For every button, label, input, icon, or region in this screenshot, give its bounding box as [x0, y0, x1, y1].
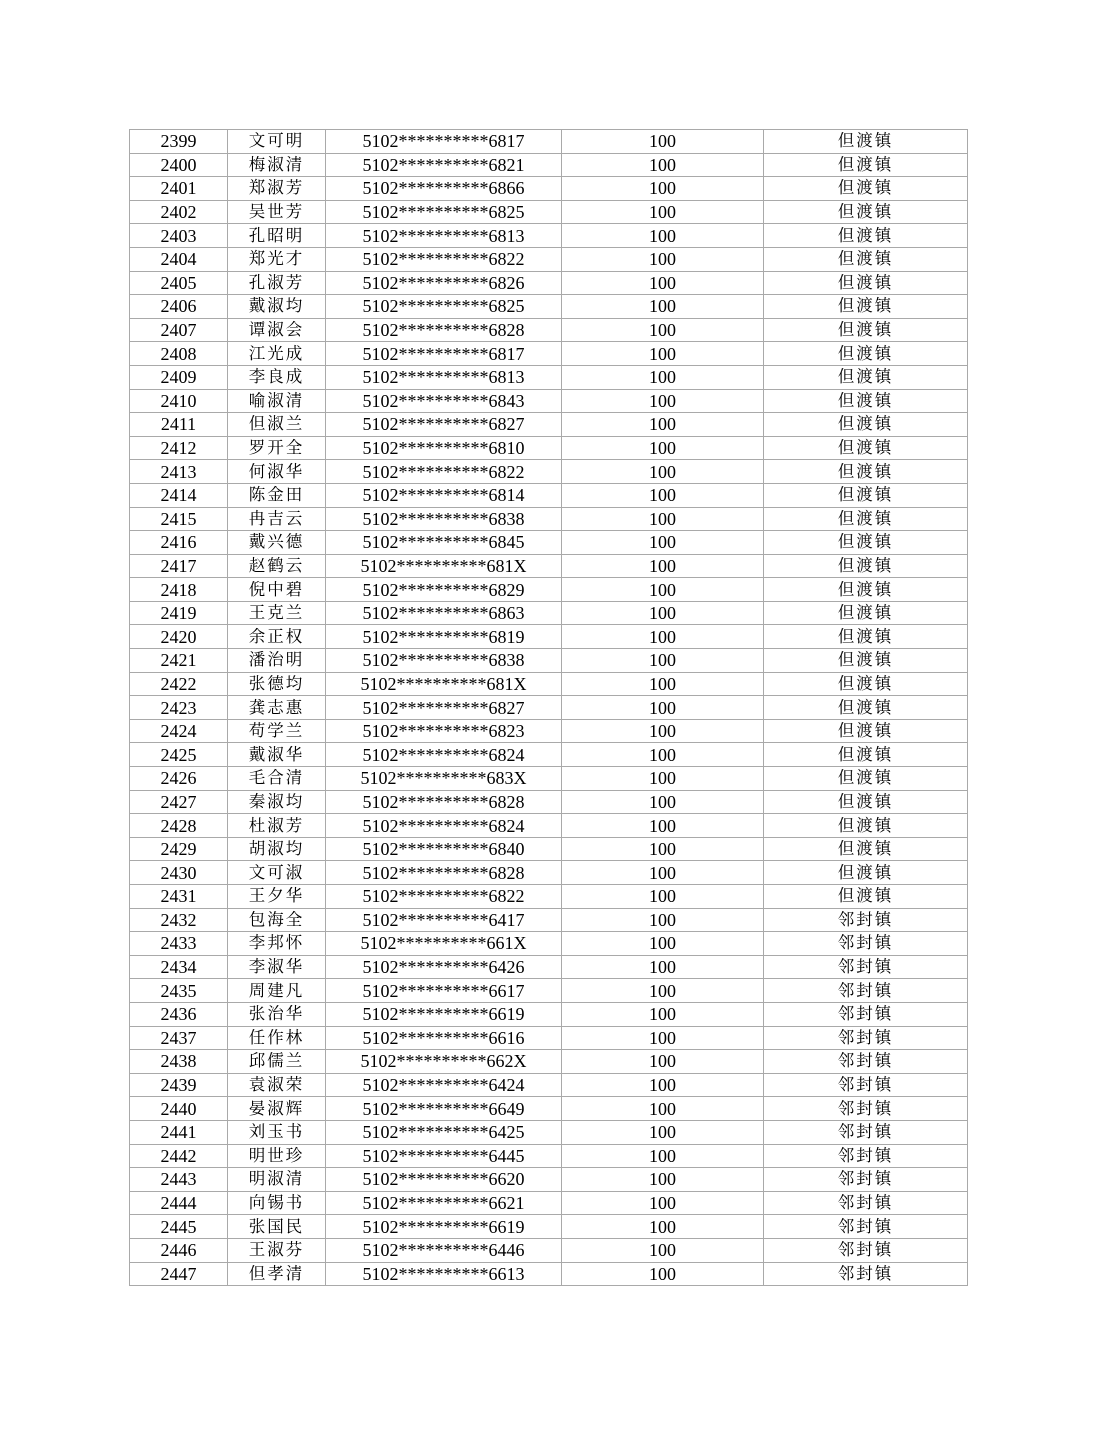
row-number-cell: 2399: [130, 130, 228, 154]
row-number-cell: 2445: [130, 1215, 228, 1239]
amount-cell: 100: [562, 955, 764, 979]
row-number-cell: 2410: [130, 389, 228, 413]
row-number-cell: 2422: [130, 672, 228, 696]
person-name-cell: 戴兴德: [228, 531, 326, 555]
row-number-cell: 2409: [130, 365, 228, 389]
person-name-cell: 潘治明: [228, 649, 326, 673]
table-row: [130, 247, 968, 271]
town-cell: 邻封镇: [764, 1191, 968, 1215]
person-name-cell: 梅淑清: [228, 153, 326, 177]
id-number-cell: 5102**********6827: [326, 413, 562, 437]
amount-cell: 100: [562, 861, 764, 885]
id-number-cell: 5102**********6821: [326, 153, 562, 177]
table-row: [130, 1168, 968, 1192]
row-number-cell: 2439: [130, 1073, 228, 1097]
person-name-cell: 周建凡: [228, 979, 326, 1003]
town-cell: 但渡镇: [764, 696, 968, 720]
row-number-cell: 2444: [130, 1191, 228, 1215]
amount-cell: 100: [562, 601, 764, 625]
town-cell: 但渡镇: [764, 601, 968, 625]
town-cell: 邻封镇: [764, 1026, 968, 1050]
amount-cell: 100: [562, 271, 764, 295]
person-name-cell: 任作林: [228, 1026, 326, 1050]
person-name-cell: 罗开全: [228, 436, 326, 460]
id-number-cell: 5102**********6825: [326, 295, 562, 319]
person-name-cell: 谭淑会: [228, 318, 326, 342]
town-cell: 但渡镇: [764, 578, 968, 602]
table-row: [130, 932, 968, 956]
id-number-cell: 5102**********6619: [326, 1215, 562, 1239]
row-number-cell: 2408: [130, 342, 228, 366]
row-number-cell: 2419: [130, 601, 228, 625]
town-cell: 但渡镇: [764, 649, 968, 673]
table-row: [130, 436, 968, 460]
row-number-cell: 2447: [130, 1262, 228, 1286]
town-cell: 但渡镇: [764, 625, 968, 649]
id-number-cell: 5102**********6828: [326, 318, 562, 342]
person-name-cell: 李良成: [228, 365, 326, 389]
amount-cell: 100: [562, 295, 764, 319]
town-cell: 但渡镇: [764, 247, 968, 271]
amount-cell: 100: [562, 365, 764, 389]
id-number-cell: 5102**********6825: [326, 200, 562, 224]
person-name-cell: 江光成: [228, 342, 326, 366]
id-number-cell: 5102**********662X: [326, 1050, 562, 1074]
table-row: [130, 1191, 968, 1215]
person-name-cell: 但淑兰: [228, 413, 326, 437]
id-number-cell: 5102**********681X: [326, 672, 562, 696]
row-number-cell: 2437: [130, 1026, 228, 1050]
id-number-cell: 5102**********6649: [326, 1097, 562, 1121]
table-row: [130, 200, 968, 224]
amount-cell: 100: [562, 1026, 764, 1050]
amount-cell: 100: [562, 1262, 764, 1286]
table-row: [130, 672, 968, 696]
row-number-cell: 2405: [130, 271, 228, 295]
row-number-cell: 2415: [130, 507, 228, 531]
id-number-cell: 5102**********6827: [326, 696, 562, 720]
id-number-cell: 5102**********6613: [326, 1262, 562, 1286]
id-number-cell: 5102**********6616: [326, 1026, 562, 1050]
town-cell: 但渡镇: [764, 153, 968, 177]
table-row: [130, 413, 968, 437]
id-number-cell: 5102**********6426: [326, 955, 562, 979]
amount-cell: 100: [562, 1238, 764, 1262]
row-number-cell: 2424: [130, 719, 228, 743]
person-name-cell: 苟学兰: [228, 719, 326, 743]
table-row: [130, 790, 968, 814]
amount-cell: 100: [562, 177, 764, 201]
amount-cell: 100: [562, 932, 764, 956]
id-number-cell: 5102**********6813: [326, 224, 562, 248]
person-name-cell: 冉吉云: [228, 507, 326, 531]
person-name-cell: 郑光才: [228, 247, 326, 271]
row-number-cell: 2401: [130, 177, 228, 201]
town-cell: 但渡镇: [764, 531, 968, 555]
id-number-cell: 5102**********6424: [326, 1073, 562, 1097]
id-number-cell: 5102**********6810: [326, 436, 562, 460]
table-row: [130, 224, 968, 248]
amount-cell: 100: [562, 200, 764, 224]
roster-body: [130, 130, 968, 1286]
amount-cell: 100: [562, 224, 764, 248]
id-number-cell: 5102**********6824: [326, 814, 562, 838]
town-cell: 但渡镇: [764, 318, 968, 342]
town-cell: 但渡镇: [764, 271, 968, 295]
id-number-cell: 5102**********6817: [326, 342, 562, 366]
town-cell: 邻封镇: [764, 1262, 968, 1286]
row-number-cell: 2440: [130, 1097, 228, 1121]
amount-cell: 100: [562, 413, 764, 437]
amount-cell: 100: [562, 342, 764, 366]
town-cell: 但渡镇: [764, 814, 968, 838]
person-name-cell: 喻淑清: [228, 389, 326, 413]
town-cell: 但渡镇: [764, 460, 968, 484]
amount-cell: 100: [562, 979, 764, 1003]
id-number-cell: 5102**********6838: [326, 649, 562, 673]
amount-cell: 100: [562, 649, 764, 673]
person-name-cell: 胡淑均: [228, 837, 326, 861]
id-number-cell: 5102**********6829: [326, 578, 562, 602]
amount-cell: 100: [562, 1097, 764, 1121]
amount-cell: 100: [562, 578, 764, 602]
table-row: [130, 578, 968, 602]
person-name-cell: 戴淑华: [228, 743, 326, 767]
id-number-cell: 5102**********6620: [326, 1168, 562, 1192]
id-number-cell: 5102**********6425: [326, 1120, 562, 1144]
row-number-cell: 2446: [130, 1238, 228, 1262]
person-name-cell: 赵鹤云: [228, 554, 326, 578]
table-row: [130, 955, 968, 979]
amount-cell: 100: [562, 247, 764, 271]
table-row: [130, 1238, 968, 1262]
amount-cell: 100: [562, 625, 764, 649]
person-name-cell: 何淑华: [228, 460, 326, 484]
table-row: [130, 130, 968, 154]
person-name-cell: 毛合清: [228, 767, 326, 791]
id-number-cell: 5102**********6822: [326, 885, 562, 909]
amount-cell: 100: [562, 1168, 764, 1192]
town-cell: 邻封镇: [764, 1144, 968, 1168]
id-number-cell: 5102**********6863: [326, 601, 562, 625]
table-row: [130, 1050, 968, 1074]
amount-cell: 100: [562, 885, 764, 909]
amount-cell: 100: [562, 908, 764, 932]
person-name-cell: 明淑清: [228, 1168, 326, 1192]
town-cell: 邻封镇: [764, 979, 968, 1003]
row-number-cell: 2433: [130, 932, 228, 956]
town-cell: 邻封镇: [764, 1002, 968, 1026]
row-number-cell: 2435: [130, 979, 228, 1003]
amount-cell: 100: [562, 1120, 764, 1144]
table-row: [130, 1120, 968, 1144]
person-name-cell: 但孝清: [228, 1262, 326, 1286]
person-name-cell: 王夕华: [228, 885, 326, 909]
amount-cell: 100: [562, 1050, 764, 1074]
row-number-cell: 2426: [130, 767, 228, 791]
row-number-cell: 2402: [130, 200, 228, 224]
table-row: [130, 365, 968, 389]
person-name-cell: 余正权: [228, 625, 326, 649]
amount-cell: 100: [562, 483, 764, 507]
amount-cell: 100: [562, 672, 764, 696]
id-number-cell: 5102**********6828: [326, 790, 562, 814]
person-name-cell: 李邦怀: [228, 932, 326, 956]
town-cell: 但渡镇: [764, 767, 968, 791]
table-row: [130, 483, 968, 507]
id-number-cell: 5102**********6824: [326, 743, 562, 767]
amount-cell: 100: [562, 507, 764, 531]
id-number-cell: 5102**********6813: [326, 365, 562, 389]
row-number-cell: 2436: [130, 1002, 228, 1026]
town-cell: 但渡镇: [764, 837, 968, 861]
table-row: [130, 1215, 968, 1239]
table-row: [130, 767, 968, 791]
row-number-cell: 2403: [130, 224, 228, 248]
town-cell: 但渡镇: [764, 177, 968, 201]
id-number-cell: 5102**********6843: [326, 389, 562, 413]
table-row: [130, 177, 968, 201]
id-number-cell: 5102**********6828: [326, 861, 562, 885]
row-number-cell: 2441: [130, 1120, 228, 1144]
person-name-cell: 戴淑均: [228, 295, 326, 319]
town-cell: 邻封镇: [764, 955, 968, 979]
person-name-cell: 明世珍: [228, 1144, 326, 1168]
town-cell: 但渡镇: [764, 365, 968, 389]
town-cell: 但渡镇: [764, 483, 968, 507]
table-row: [130, 743, 968, 767]
town-cell: 邻封镇: [764, 1238, 968, 1262]
table-row: [130, 979, 968, 1003]
amount-cell: 100: [562, 153, 764, 177]
table-row: [130, 814, 968, 838]
row-number-cell: 2438: [130, 1050, 228, 1074]
amount-cell: 100: [562, 719, 764, 743]
person-name-cell: 袁淑荣: [228, 1073, 326, 1097]
table-row: [130, 1262, 968, 1286]
id-number-cell: 5102**********6619: [326, 1002, 562, 1026]
amount-cell: 100: [562, 554, 764, 578]
row-number-cell: 2404: [130, 247, 228, 271]
person-name-cell: 包海全: [228, 908, 326, 932]
town-cell: 但渡镇: [764, 224, 968, 248]
row-number-cell: 2434: [130, 955, 228, 979]
id-number-cell: 5102**********6445: [326, 1144, 562, 1168]
table-row: [130, 601, 968, 625]
amount-cell: 100: [562, 1191, 764, 1215]
person-name-cell: 倪中碧: [228, 578, 326, 602]
row-number-cell: 2416: [130, 531, 228, 555]
table-row: [130, 153, 968, 177]
id-number-cell: 5102**********6845: [326, 531, 562, 555]
row-number-cell: 2412: [130, 436, 228, 460]
table-row: [130, 295, 968, 319]
table-row: [130, 389, 968, 413]
town-cell: 但渡镇: [764, 436, 968, 460]
row-number-cell: 2411: [130, 413, 228, 437]
person-name-cell: 孔昭明: [228, 224, 326, 248]
roster-table: [129, 129, 968, 1286]
row-number-cell: 2431: [130, 885, 228, 909]
person-name-cell: 孔淑芳: [228, 271, 326, 295]
town-cell: 但渡镇: [764, 295, 968, 319]
row-number-cell: 2429: [130, 837, 228, 861]
row-number-cell: 2427: [130, 790, 228, 814]
person-name-cell: 向锡书: [228, 1191, 326, 1215]
table-row: [130, 649, 968, 673]
amount-cell: 100: [562, 318, 764, 342]
row-number-cell: 2432: [130, 908, 228, 932]
amount-cell: 100: [562, 1002, 764, 1026]
amount-cell: 100: [562, 814, 764, 838]
person-name-cell: 杜淑芳: [228, 814, 326, 838]
id-number-cell: 5102**********6617: [326, 979, 562, 1003]
row-number-cell: 2414: [130, 483, 228, 507]
town-cell: 邻封镇: [764, 1097, 968, 1121]
table-row: [130, 271, 968, 295]
amount-cell: 100: [562, 837, 764, 861]
table-row: [130, 837, 968, 861]
row-number-cell: 2423: [130, 696, 228, 720]
id-number-cell: 5102**********6826: [326, 271, 562, 295]
person-name-cell: 文可淑: [228, 861, 326, 885]
id-number-cell: 5102**********6814: [326, 483, 562, 507]
table-row: [130, 1097, 968, 1121]
row-number-cell: 2417: [130, 554, 228, 578]
table-row: [130, 885, 968, 909]
table-row: [130, 719, 968, 743]
table-row: [130, 1073, 968, 1097]
town-cell: 邻封镇: [764, 908, 968, 932]
person-name-cell: 邱儒兰: [228, 1050, 326, 1074]
person-name-cell: 王淑芬: [228, 1238, 326, 1262]
town-cell: 但渡镇: [764, 413, 968, 437]
table-row: [130, 507, 968, 531]
person-name-cell: 吴世芳: [228, 200, 326, 224]
row-number-cell: 2442: [130, 1144, 228, 1168]
town-cell: 但渡镇: [764, 200, 968, 224]
id-number-cell: 5102**********6621: [326, 1191, 562, 1215]
town-cell: 但渡镇: [764, 507, 968, 531]
row-number-cell: 2407: [130, 318, 228, 342]
id-number-cell: 5102**********681X: [326, 554, 562, 578]
table-row: [130, 460, 968, 484]
town-cell: 但渡镇: [764, 389, 968, 413]
amount-cell: 100: [562, 1073, 764, 1097]
id-number-cell: 5102**********6819: [326, 625, 562, 649]
id-number-cell: 5102**********661X: [326, 932, 562, 956]
amount-cell: 100: [562, 460, 764, 484]
table-row: [130, 554, 968, 578]
row-number-cell: 2421: [130, 649, 228, 673]
row-number-cell: 2413: [130, 460, 228, 484]
table-row: [130, 625, 968, 649]
amount-cell: 100: [562, 743, 764, 767]
id-number-cell: 5102**********6840: [326, 837, 562, 861]
id-number-cell: 5102**********6822: [326, 247, 562, 271]
row-number-cell: 2406: [130, 295, 228, 319]
row-number-cell: 2425: [130, 743, 228, 767]
person-name-cell: 晏淑辉: [228, 1097, 326, 1121]
row-number-cell: 2420: [130, 625, 228, 649]
town-cell: 但渡镇: [764, 130, 968, 154]
amount-cell: 100: [562, 389, 764, 413]
town-cell: 但渡镇: [764, 672, 968, 696]
row-number-cell: 2430: [130, 861, 228, 885]
person-name-cell: 郑淑芳: [228, 177, 326, 201]
person-name-cell: 王克兰: [228, 601, 326, 625]
person-name-cell: 刘玉书: [228, 1120, 326, 1144]
id-number-cell: 5102**********6817: [326, 130, 562, 154]
town-cell: 邻封镇: [764, 1050, 968, 1074]
row-number-cell: 2400: [130, 153, 228, 177]
town-cell: 但渡镇: [764, 790, 968, 814]
town-cell: 但渡镇: [764, 861, 968, 885]
id-number-cell: 5102**********6446: [326, 1238, 562, 1262]
table-row: [130, 696, 968, 720]
table-row: [130, 908, 968, 932]
row-number-cell: 2428: [130, 814, 228, 838]
amount-cell: 100: [562, 790, 764, 814]
person-name-cell: 张治华: [228, 1002, 326, 1026]
amount-cell: 100: [562, 1144, 764, 1168]
town-cell: 但渡镇: [764, 885, 968, 909]
table-row: [130, 1002, 968, 1026]
town-cell: 邻封镇: [764, 932, 968, 956]
town-cell: 邻封镇: [764, 1168, 968, 1192]
person-name-cell: 李淑华: [228, 955, 326, 979]
person-name-cell: 秦淑均: [228, 790, 326, 814]
amount-cell: 100: [562, 531, 764, 555]
table-row: [130, 342, 968, 366]
id-number-cell: 5102**********6823: [326, 719, 562, 743]
person-name-cell: 龚志惠: [228, 696, 326, 720]
table-row: [130, 861, 968, 885]
town-cell: 但渡镇: [764, 743, 968, 767]
table-row: [130, 318, 968, 342]
id-number-cell: 5102**********6822: [326, 460, 562, 484]
person-name-cell: 张德均: [228, 672, 326, 696]
amount-cell: 100: [562, 436, 764, 460]
row-number-cell: 2443: [130, 1168, 228, 1192]
town-cell: 但渡镇: [764, 342, 968, 366]
town-cell: 但渡镇: [764, 554, 968, 578]
id-number-cell: 5102**********683X: [326, 767, 562, 791]
town-cell: 邻封镇: [764, 1073, 968, 1097]
row-number-cell: 2418: [130, 578, 228, 602]
person-name-cell: 张国民: [228, 1215, 326, 1239]
id-number-cell: 5102**********6417: [326, 908, 562, 932]
id-number-cell: 5102**********6838: [326, 507, 562, 531]
amount-cell: 100: [562, 696, 764, 720]
town-cell: 但渡镇: [764, 719, 968, 743]
table-row: [130, 1144, 968, 1168]
amount-cell: 100: [562, 767, 764, 791]
town-cell: 邻封镇: [764, 1120, 968, 1144]
amount-cell: 100: [562, 130, 764, 154]
person-name-cell: 文可明: [228, 130, 326, 154]
amount-cell: 100: [562, 1215, 764, 1239]
town-cell: 邻封镇: [764, 1215, 968, 1239]
table-row: [130, 531, 968, 555]
id-number-cell: 5102**********6866: [326, 177, 562, 201]
table-row: [130, 1026, 968, 1050]
person-name-cell: 陈金田: [228, 483, 326, 507]
